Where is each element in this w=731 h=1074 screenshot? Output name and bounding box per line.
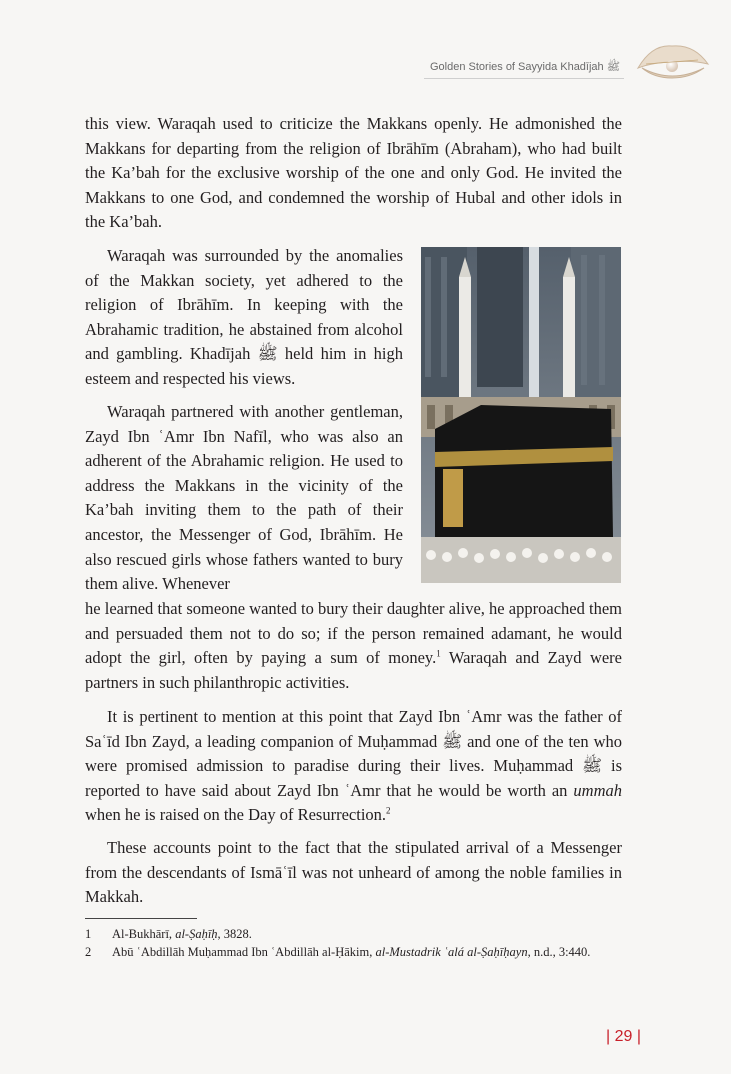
footnote-ref-2[interactable]: 2: [386, 805, 391, 816]
paragraph-4-text: [85, 705, 622, 828]
paragraph-3-continued: [85, 597, 622, 695]
footnote-1: [85, 925, 625, 943]
kaaba-photo: [421, 247, 621, 583]
footnote-2-ref: , n.d., 3:440.: [527, 945, 591, 959]
paragraph-1-text: this view. Waraqah used to criticize the Makkans openly. He admonished the Makkans for departing from the religion of Ibrāhīm (Abraham), who had built the Ka’bah for the exclusive worship of the one and only God. He invited the Makkans to one God, and condemned the worship of Hubal and other idols in the Ka’bah.: [85, 114, 622, 232]
paragraph-3-text-a: Waraqah partnered with another gentleman, Zayd Ibn ʿAmr Ibn Nafīl, who was also an adherent of the Abrahamic religion. He used to address the Makkans in the vicinity of the Ka’bah inviting them to the path of their ancestor, the Messenger of God, Ibrāhīm. He also rescued girls whose fathers wanted to bury them alive. Whenever: [85, 402, 403, 594]
footnote-2: [85, 943, 625, 961]
paragraph-3-body: he learned that someone wanted to bury their daughter alive, he approached them and persuaded them not to do so; if the person remained adamant, he would adopt the girl, often by paying a sum of money.: [85, 599, 622, 668]
paragraph-3-text-b: [85, 597, 622, 695]
footnote-ref-1[interactable]: 1: [436, 648, 441, 659]
header-title: Golden Stories of Sayyida Khadījah ﷺ: [430, 61, 621, 73]
footnote-2-author: Abū ʿAbdillāh Muḥammad Ibn ʿAbdillāh al-Ḥākim,: [112, 945, 376, 959]
paragraph-5-text: These accounts point to the fact that the stipulated arrival of a Messenger from the descendants of Ismāʿīl was not unheard of among the noble families in Makkah.: [85, 838, 622, 907]
page-number: | 29 |: [606, 1028, 641, 1045]
footnote-1-title: al-Ṣaḥīḥ: [175, 927, 218, 941]
footnote-2-number: 2: [85, 945, 92, 959]
footnotes: [85, 925, 625, 961]
footnote-2-title: al-Mustadrik ʿalá al-Ṣaḥīḥayn: [375, 945, 528, 959]
footnote-1-text: [112, 925, 252, 943]
footnote-1-ref: , 3828.: [217, 927, 252, 941]
paragraph-2-text: Waraqah was surrounded by the anomalies of the Makkan society, yet adhered to the religion of Ibrāhīm. In keeping with the Abrahamic tradition, he abstained from alcohol and gambling. Khadījah ﷺ held him in high esteem and respected his views.: [85, 246, 403, 388]
paragraph-3-tail: Waraqah and Zayd were partners in such philanthropic activities.: [85, 648, 623, 692]
footnote-2-text: [112, 943, 590, 961]
footnote-1-author: Al-Bukhārī,: [112, 927, 176, 941]
paragraph-4: [85, 705, 622, 828]
kaaba-illustration: [421, 247, 621, 583]
header-rule: [424, 78, 624, 79]
paragraph-4-body: It is pertinent to mention at this point that Zayd Ibn ʿAmr was the father of Saʿīd Ibn Zayd, a leading companion of Muḥammad ﷺ and one of the ten who were promised admission to paradise during their lives. Muḥammad ﷺ is reported to have said about Zayd Ibn ʿAmr that he would be worth an: [85, 707, 623, 800]
paragraph-5: [85, 836, 622, 910]
footnote-1-number: 1: [85, 927, 92, 941]
paragraph-4-emphasis: ummah: [573, 780, 622, 800]
paragraph-4-tail: when he is raised on the Day of Resurrection.: [85, 805, 387, 825]
footnote-rule: [85, 918, 197, 919]
shell-pearl-icon: [632, 38, 712, 86]
paragraph-2: [85, 244, 403, 392]
paragraph-1: [85, 112, 622, 235]
paragraph-3-wrapped: [85, 400, 403, 597]
